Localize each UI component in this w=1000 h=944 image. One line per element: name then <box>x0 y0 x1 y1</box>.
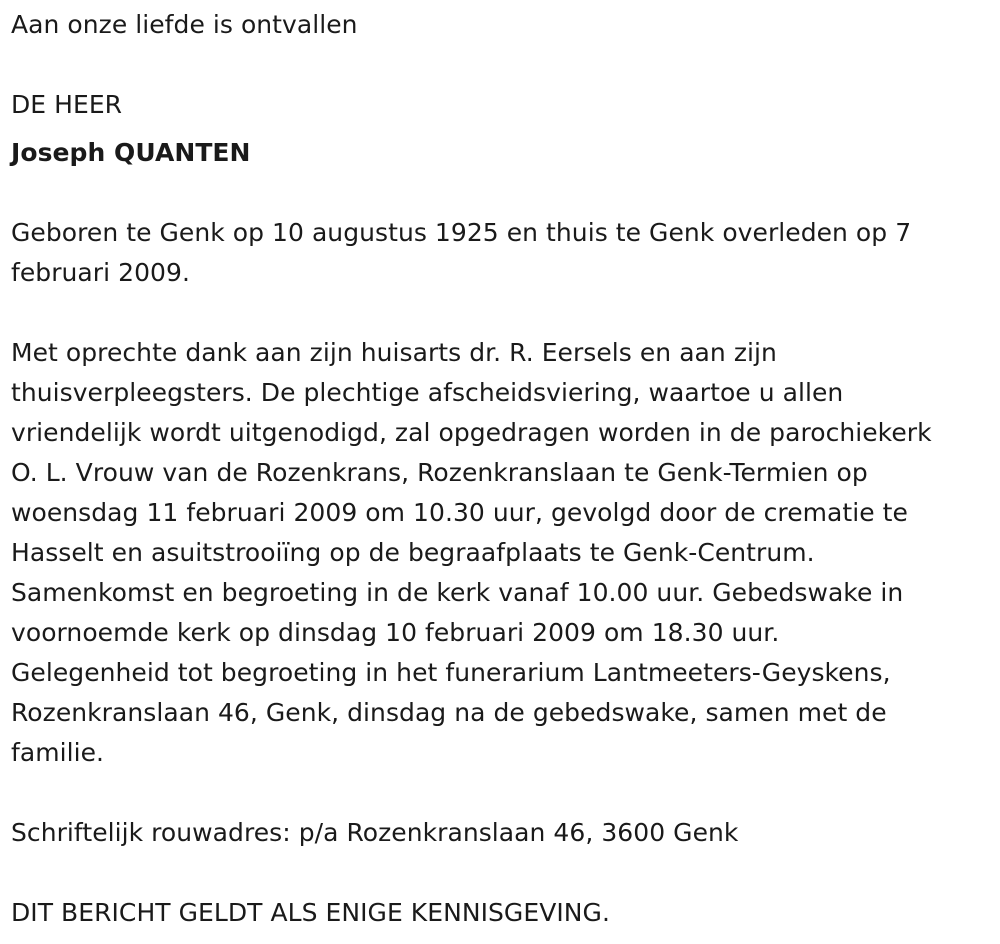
notice-statement: DIT BERICHT GELDT ALS ENIGE KENNISGEVING. <box>11 898 610 927</box>
paragraph-line: vriendelijk wordt uitgenodigd, zal opgedragen worden in de parochiekerk <box>11 418 932 447</box>
spacer <box>11 173 993 213</box>
paragraph-line: Gelegenheid tot begroeting in het funerarium Lantmeeters-Geyskens, <box>11 658 891 687</box>
paragraph-line: O. L. Vrouw van de Rozenkrans, Rozenkranslaan te Genk-Termien op <box>11 458 868 487</box>
paragraph-line: Samenkomst en begroeting in de kerk vanaf 10.00 uur. Gebedswake in <box>11 578 904 607</box>
paragraph-line: Rozenkranslaan 46, Genk, dinsdag na de gebedswake, samen met de <box>11 698 887 727</box>
paragraph-line: voornoemde kerk op dinsdag 10 februari 2009 om 18.30 uur. <box>11 618 780 647</box>
death-notice <box>11 5 993 933</box>
ceremony-paragraph <box>11 333 993 773</box>
spacer <box>11 45 993 85</box>
paragraph-line: Hasselt en asuitstrooiïng op de begraafplaats te Genk-Centrum. <box>11 538 815 567</box>
spacer <box>11 125 993 133</box>
paragraph-line: thuisverpleegsters. De plechtige afscheidsviering, waartoe u allen <box>11 378 844 407</box>
intro-text: Aan onze liefde is ontvallen <box>11 10 358 39</box>
spacer <box>11 853 993 893</box>
mourning-address: Schriftelijk rouwadres: p/a Rozenkranslaan 46, 3600 Genk <box>11 818 739 847</box>
birth-death-paragraph <box>11 213 993 293</box>
paragraph-line: Met oprechte dank aan zijn huisarts dr. R. Eersels en aan zijn <box>11 338 777 367</box>
honorific: DE HEER <box>11 90 123 119</box>
paragraph-line: Geboren te Genk op 10 augustus 1925 en thuis te Genk overleden op 7 <box>11 218 912 247</box>
paragraph-line: woensdag 11 februari 2009 om 10.30 uur, gevolgd door de crematie te <box>11 498 908 527</box>
paragraph-line: februari 2009. <box>11 258 190 287</box>
deceased-name: Joseph QUANTEN <box>11 138 251 167</box>
spacer <box>11 773 993 813</box>
paragraph-line: familie. <box>11 738 105 767</box>
spacer <box>11 293 993 333</box>
